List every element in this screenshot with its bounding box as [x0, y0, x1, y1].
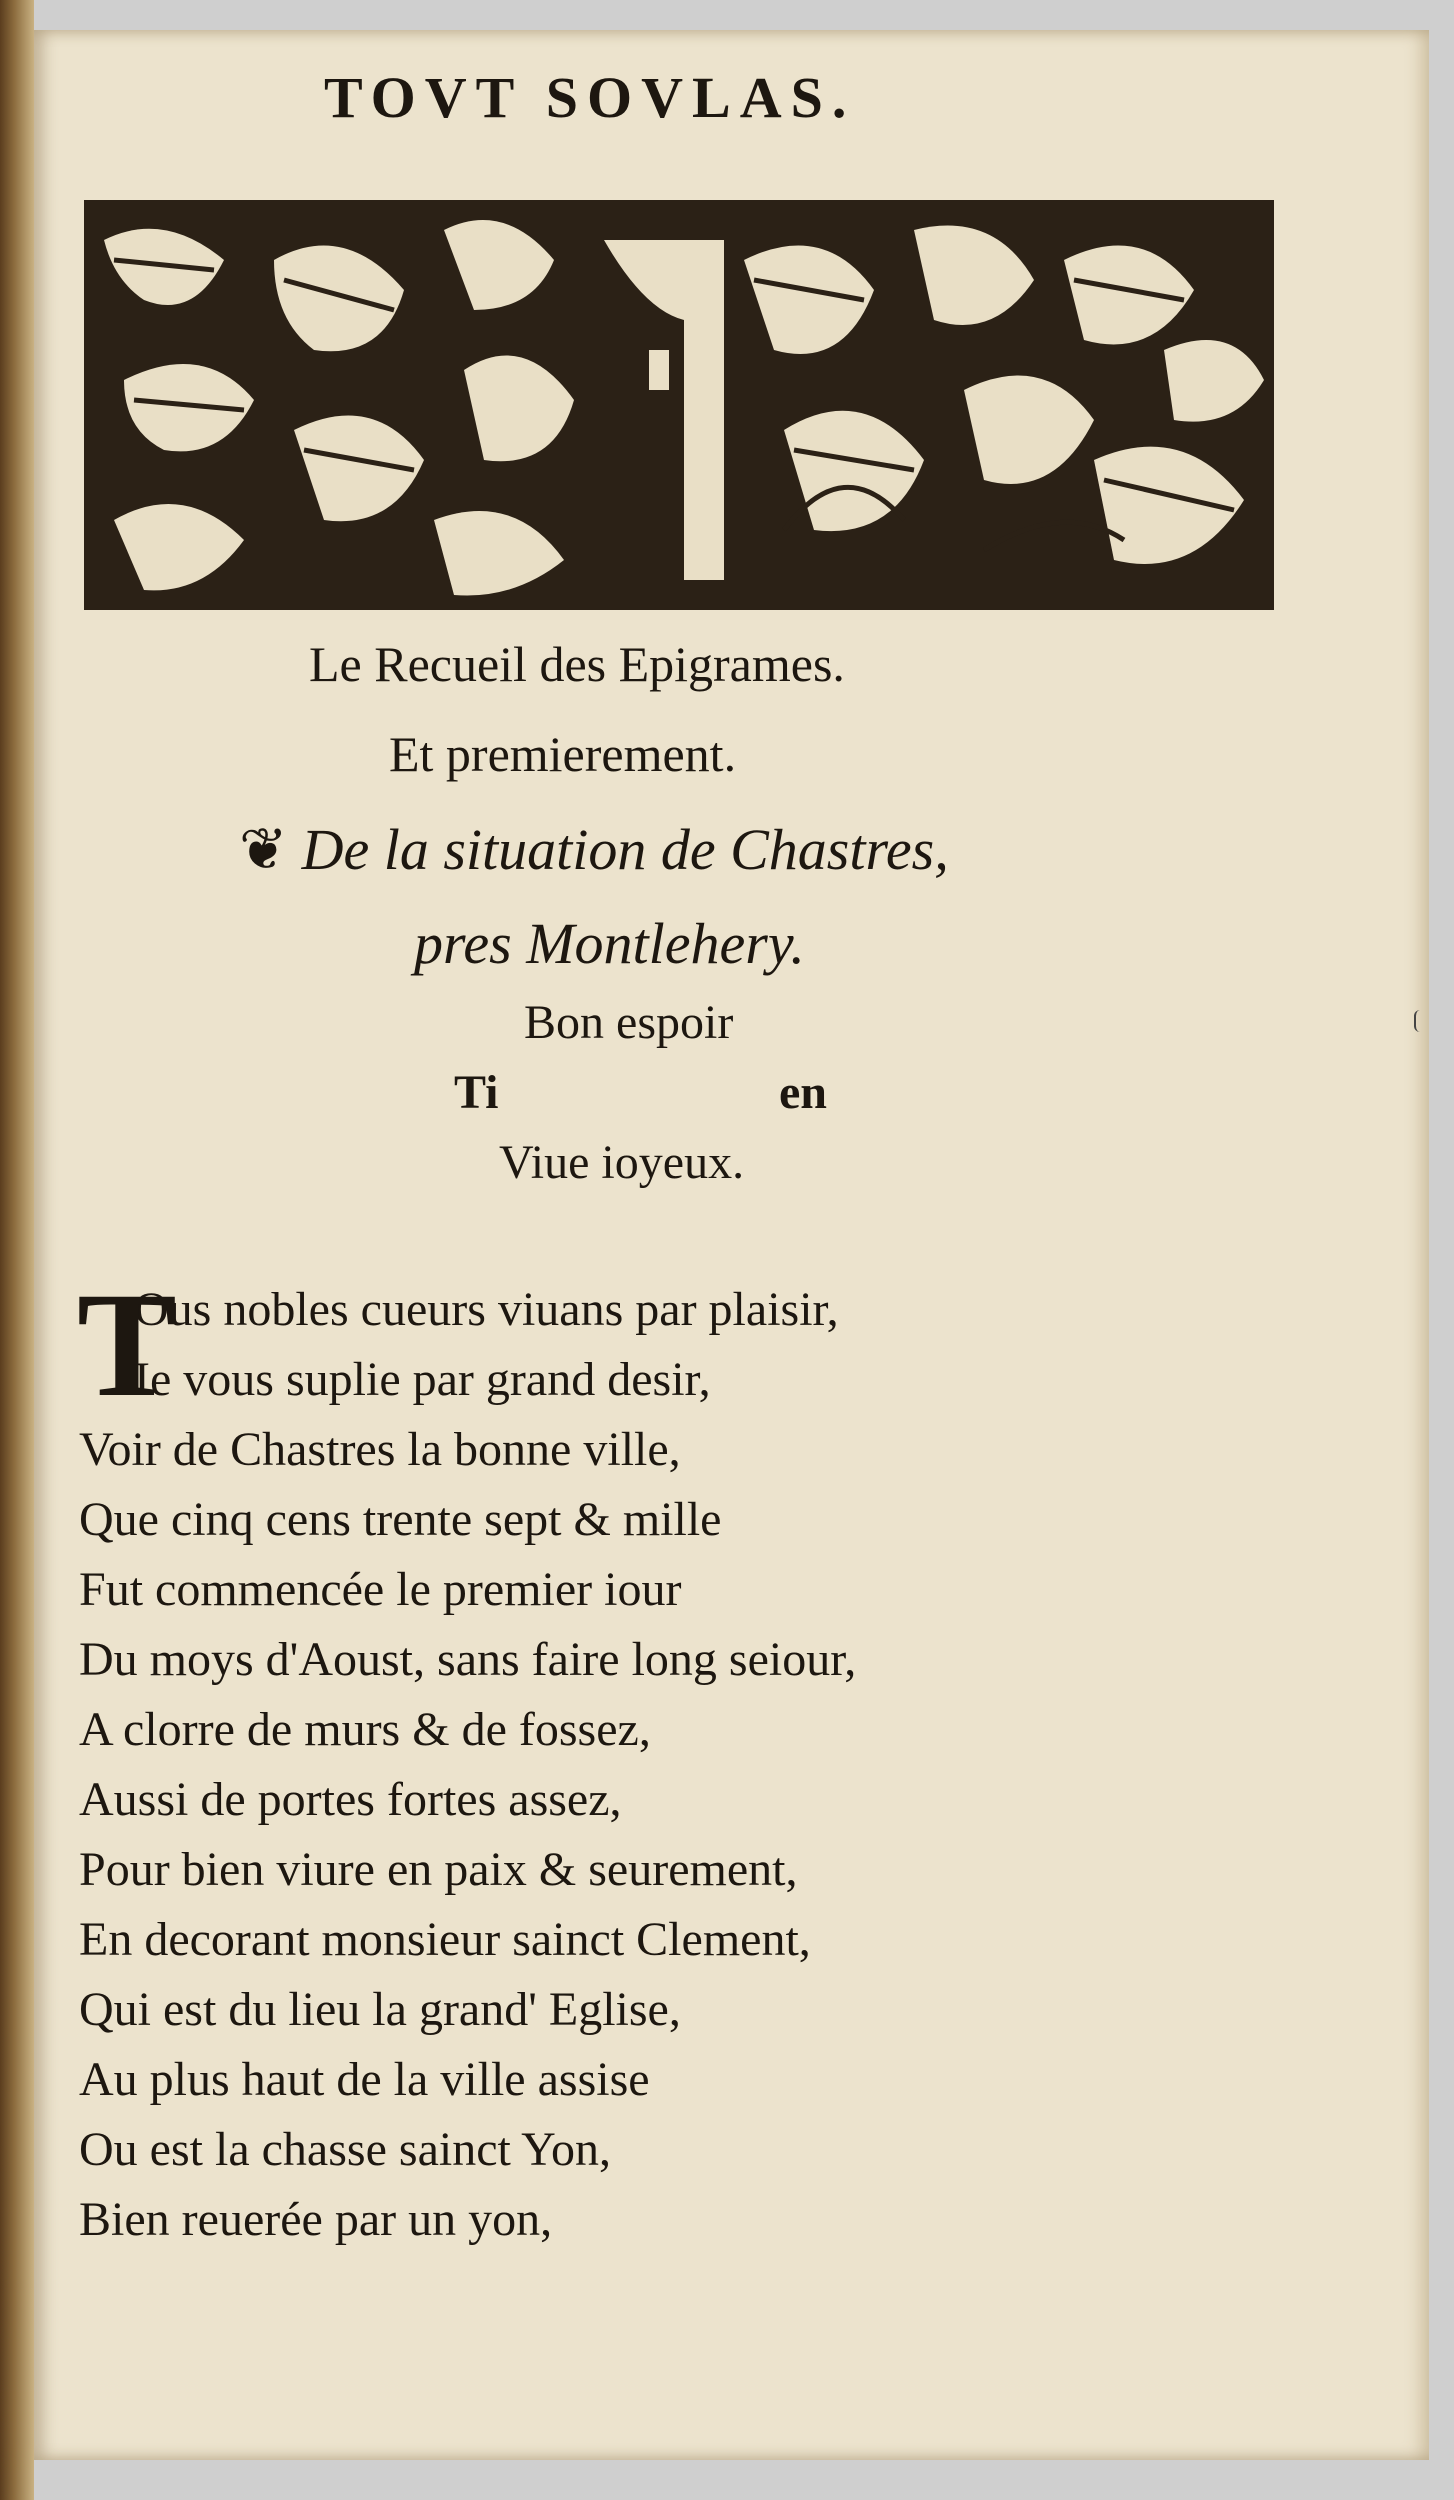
collection-title: Le Recueil des Epigrames. — [309, 636, 845, 692]
book-binding — [0, 0, 34, 2500]
page-mark — [1414, 1010, 1426, 1032]
epigram-title — [34, 815, 1429, 883]
epigram-title-continued: pres Montlehery. — [414, 911, 805, 976]
motto-line-2-right: en — [779, 1066, 827, 1119]
woodcut-foliage-pattern — [84, 200, 1274, 610]
motto-line-2-left: Ti — [454, 1066, 499, 1119]
poem-line: Du moys d'Aoust, sans faire long seiour, — [79, 1633, 857, 1686]
poem-body — [77, 1262, 1179, 2255]
poem-line: Ou est la chasse sainct Yon, — [79, 2123, 611, 2176]
poem-line: Fut commencée le premier iour — [79, 1563, 682, 1616]
motto-line-3: Viue ioyeux. — [499, 1136, 745, 1189]
poem-line: Bien reuerée par un yon, — [79, 2193, 553, 2246]
collection-subtitle: Et premierement. — [389, 726, 737, 782]
motto-line-1: Bon espoir — [524, 996, 734, 1049]
drop-cap: T — [77, 1262, 178, 1428]
poem-line: Au plus haut de la ville assise — [79, 2053, 650, 2106]
poem-line: A clorre de murs & de fossez, — [79, 1703, 651, 1756]
poem-line: Qui est du lieu la grand' Eglise, — [79, 1983, 681, 2036]
epigram-title-text: De la situation de Chastres, — [301, 817, 949, 882]
fleuron-icon: ❦ — [239, 817, 288, 882]
poem-line-text: Ous nobles cueurs viuans par plaisir, — [134, 1283, 839, 1336]
poem-line: Aussi de portes fortes assez, — [79, 1773, 622, 1826]
poem-line: Que cinq cens trente sept & mille — [79, 1493, 722, 1546]
poem-line: Pour bien viure en paix & seurement, — [79, 1843, 798, 1896]
book-page — [34, 30, 1429, 2460]
poem-line: En decorant monsieur sainct Clement, — [79, 1913, 811, 1966]
running-head: TOVT SOVLAS. — [324, 65, 856, 130]
poem-line: Voir de Chastres la bonne ville, — [79, 1423, 681, 1476]
poem-line: Ie vous suplie par grand desir, — [134, 1353, 711, 1406]
woodcut-ornament-illustration — [84, 200, 1274, 610]
